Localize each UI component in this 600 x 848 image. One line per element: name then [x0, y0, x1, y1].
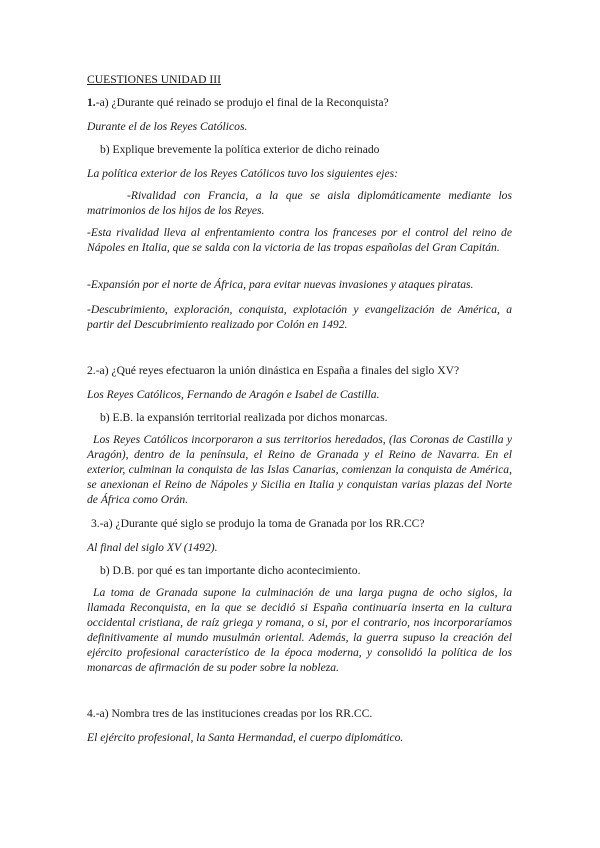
- question-2b: b) E.B. la expansión territorial realizada por dichos monarcas.: [100, 411, 388, 424]
- answer-1b-point: -Descubrimiento, exploración, conquista, explotación y evangelización de América, a partir del Descubrimiento realizado por Colón en 1492.: [87, 303, 512, 331]
- answer-1b-intro: La política exterior de los Reyes Católicos tuvo los siguientes ejes:: [87, 167, 399, 180]
- answer-3a: Al final del siglo XV (1492).: [87, 541, 218, 554]
- page-title: CUESTIONES UNIDAD III: [87, 73, 221, 86]
- answer-1b-point: -Expansión por el norte de África, para evitar nuevas invasiones y ataques piratas.: [87, 278, 474, 291]
- question-2a: 2.-a) ¿Qué reyes efectuaron la unión dinástica en España a finales del siglo XV?: [87, 364, 460, 377]
- answer-2a: Los Reyes Católicos, Fernando de Aragón e Isabel de Castilla.: [87, 388, 380, 401]
- answer-1b-point: -Rivalidad con Francia, a la que se aisla diplomáticamente mediante los matrimonios de los hijos de los Reyes.: [87, 189, 512, 217]
- question-1a: [87, 95, 389, 110]
- question-4a: 4.-a) Nombra tres de las instituciones creadas por los RR.CC.: [87, 707, 373, 720]
- question-1-number: 1.: [87, 96, 96, 109]
- answer-3b: La toma de Granada supone la culminación de una larga pugna de ocho siglos, la llamada Reconquista, en la que se decidió si España continuaría inserta en la cultura occidental cristiana, de raíz griega y romana, o si, por el contrario, nos incorporaríamos definitivamente al mundo musulmán oriental. Además, la guerra supuso la creación del ejército profesional característico de la época moderna, y consolidó la política de los monarcas de afirmación de su poder sobre la nobleza.: [87, 586, 512, 674]
- answer-2b: Los Reyes Católicos incorporaron a sus territorios heredados, (las Coronas de Castilla y Aragón), dentro de la península, el Reino de Granada y el Reino de Navarra. En el exterior, culminan la conquista de las Islas Canarias, comienzan la conquista de América, se anexionan el Reino de Nápoles y Sicilia en Italia y conquistan varias plazas del Norte de África como Orán.: [87, 433, 512, 506]
- question-1b: b) Explique brevemente la política exterior de dicho reinado: [100, 143, 380, 156]
- question-3b: b) D.B. por qué es tan importante dicho acontecimiento.: [100, 564, 361, 577]
- question-3a: 3.-a) ¿Durante qué siglo se produjo la toma de Granada por los RR.CC?: [91, 517, 425, 530]
- answer-1b-point: -Esta rivalidad lleva al enfrentamiento contra los franceses por el control del reino de Nápoles en Italia, que se salda con la victoria de las tropas españolas del Gran Capitán.: [87, 226, 512, 254]
- question-1a-text: -a) ¿Durante qué reinado se produjo el final de la Reconquista?: [95, 96, 389, 109]
- answer-4a: El ejército profesional, la Santa Hermandad, el cuerpo diplomático.: [87, 731, 404, 744]
- answer-1a: Durante el de los Reyes Católicos.: [87, 120, 248, 133]
